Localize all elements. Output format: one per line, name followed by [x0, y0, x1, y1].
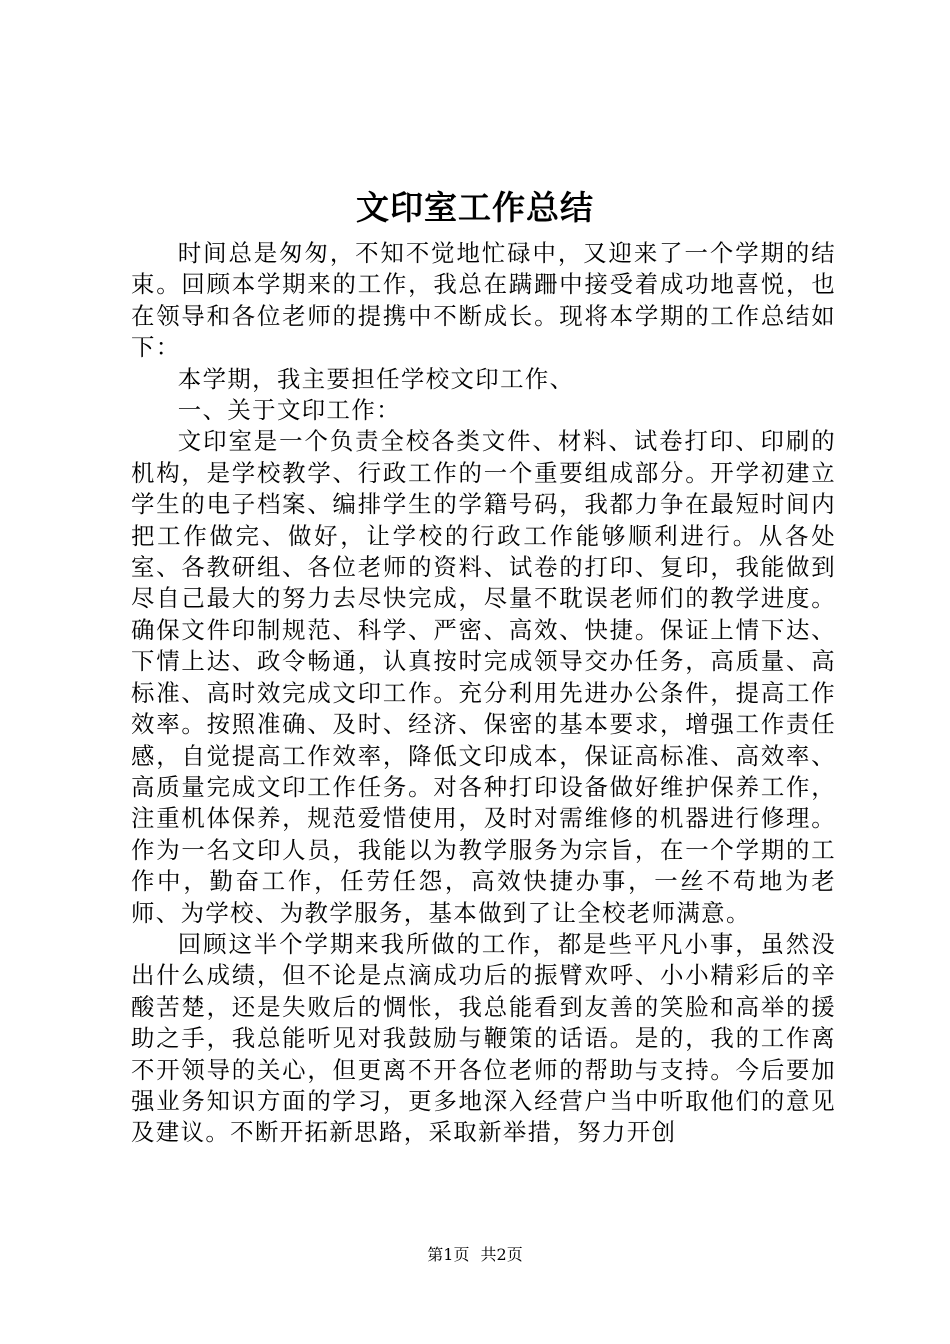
section-heading-printing-work: 一、关于文印工作： [177, 396, 401, 425]
paragraph-role: 本学期，我主要担任学校文印工作、 [177, 364, 575, 393]
paragraph-printing-work: 文印室是一个负责全校各类文件、材料、试卷打印、印刷的机构，是学校教学、行政工作的一个重要组成部分。开学初建立学生的电子档案、编排学生的学籍号码，我都力争在最短时间内把工作做完、做好，让学校的行政工作能够顺利进行。从各处室、各教研组、各位老师的资料、试卷的打印、复印，我能做到尽自己最大的努力去尽快完成，尽量不耽误老师们的教学进度。确保文件印制规范、科学、严密、高效、快捷。保证上情下达、下情上达、政令畅通，认真按时完成领导交办任务，高质量、高标准、高时效完成文印工作。充分利用先进办公条件，提高工作效率。按照准确、及时、经济、保密的基本要求，增强工作责任感，自觉提高工作效率，降低文印成本，保证高标准、高效率、高质量完成文印工作任务。对各种打印设备做好维护保养工作，注重机体保养，规范爱惜使用，及时对需维修的机器进行修理。作为一名文印人员，我能以为教学服务为宗旨，在一个学期的工作中，勤奋工作，任劳任怨，高效快捷办事，一丝不苟地为老师、为学校、为教学服务，基本做到了让全校老师满意。 [131, 427, 836, 927]
paragraph-review: 回顾这半个学期来我所做的工作，都是些平凡小事，虽然没出什么成绩，但不论是点滴成功后的振臂欢呼、小小精彩后的辛酸苦楚，还是失败后的惆怅，我总能看到友善的笑脸和高举的援助之手，我总能听见对我鼓励与鞭策的话语。是的，我的工作离不开领导的关心，但更离不开各位老师的帮助与支持。今后要加强业务知识方面的学习，更多地深入经营户当中听取他们的意见及建议。不断开拓新思路，采取新举措，努力开创 [131, 929, 836, 1147]
page-footer [0, 1244, 950, 1266]
page-total: 共2页 [480, 1245, 523, 1264]
document-title: 文印室工作总结 [356, 188, 594, 227]
document-body [131, 238, 836, 1149]
paragraph-intro: 时间总是匆匆，不知不觉地忙碌中，又迎来了一个学期的结束。回顾本学期来的工作，我总在蹒跚中接受着成功地喜悦，也在领导和各位老师的提携中不断成长。现将本学期的工作总结如下： [131, 239, 836, 362]
page-number: 第1页 [427, 1245, 470, 1264]
